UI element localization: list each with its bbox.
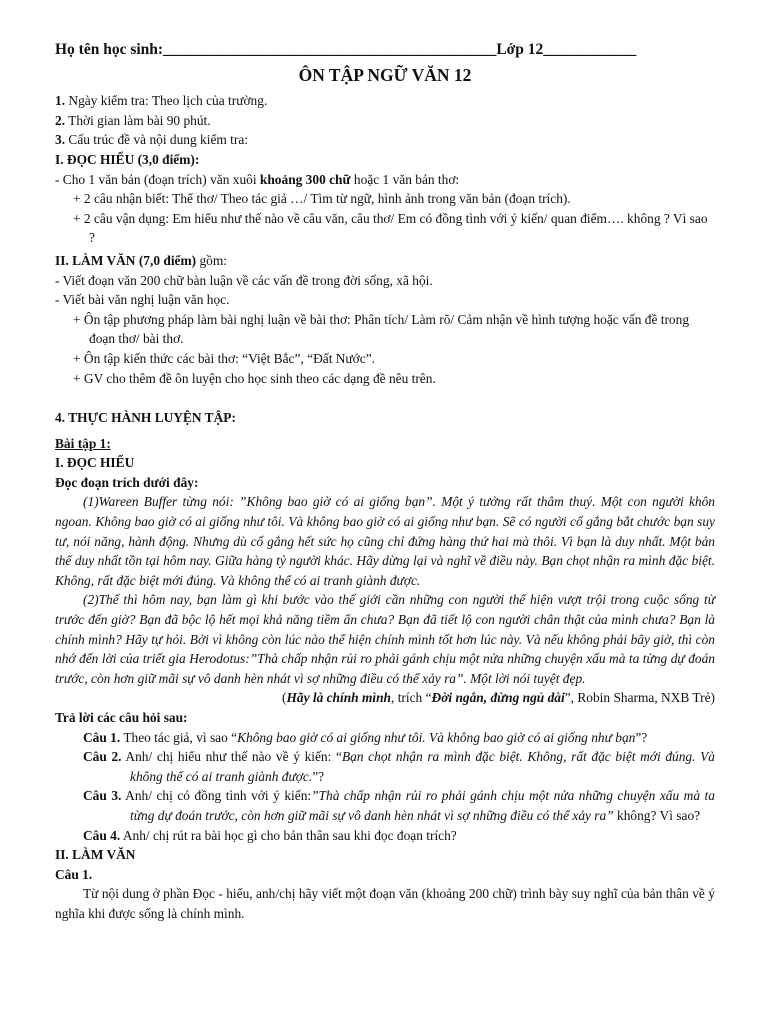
writing-heading: II. LÀM VĂN [55,847,136,863]
header-line [55,40,715,60]
passage-paragraph-1: (1)Wareen Buffer từng nói: ”Không bao giờ có ai giống bạn”. Một ý tưởng rất thâm thuý. Một con người khôn ngoan. Không bao giờ có ai giống như tôi. Và không bao giờ có ai giống như bạn. Sẽ có người cố gắng bắt chước bạn suy tư, nói năng, hành động. Nhưng dù cố gắng hết sức họ cũng chỉ đứng hàng thứ hai mà thôi. Vì bạn là duy nhất. Một bản thể duy nhất tồn tại hôm nay. Giữa hàng tỷ người khác. Hãy dừng lại và nghĩ về điều này. Bạn chọt nhận ra mình đặc biệt. Không, rất đặc biệt mới đúng. Và không thể có ai tranh giành được. [55,494,715,588]
question-2: Câu 2. Anh/ chị hiểu như thế nào về ý kiến: “Bạn chọt nhận ra mình đặc biệt. Không, rất đặc biệt mới đúng. Và không thể có ai tranh giành được.”? [83,749,715,784]
section2-heading: II. LÀM VĂN (7,0 điểm) gồm: [55,252,227,268]
page-title: ÔN TẬP NGỮ VĂN 12 [298,64,472,85]
section1-bullet-1: + 2 câu nhận biết: Thể thơ/ Theo tác giả …/ Tìm từ ngữ, hình ảnh trong văn bản (đoạn trích). [73,191,571,207]
question-1: Câu 1. Theo tác giả, vì sao “Không bao giờ có ai giống như tôi. Và không bao giờ có ai giống như bạn”? [83,729,648,745]
section2-bullet-2: + Ôn tập kiến thức các bài thơ: “Việt Bắc”, “Đất Nước”. [73,350,376,366]
document-page [55,40,715,924]
spacer [55,388,715,408]
section2-bullet-3: + GV cho thêm đề ôn luyện cho học sinh theo các dạng đề nêu trên. [73,370,436,386]
writing-question-text: Từ nội dung ở phần Đọc - hiểu, anh/chị hãy viết một đoạn văn (khoảng 200 chữ) trình bày suy nghĩ của bản thân về ý nghĩa khi được sống là chính mình. [55,886,715,921]
info-line-3: 3. Cấu trúc đề và nội dung kiểm tra: [55,132,249,148]
info-line-2: 2. Thời gian làm bài 90 phút. [55,112,211,128]
answer-heading: Trả lời các câu hỏi sau: [55,710,188,725]
section2-bullet-1: + Ôn tập phương pháp làm bài nghị luận về bài thơ: Phân tích/ Làm rõ/ Cảm nhận về hình tượng hoặc vấn đề trong đoạn thơ/ bài thơ. [73,311,690,347]
reading-heading: I. ĐỌC HIỂU [55,455,135,471]
section2-line-1: - Viết đoạn văn 200 chữ bàn luận về các vấn đề trong đời sống, xã hội. [55,272,433,288]
section2-line-2: - Viết bài văn nghị luận văn học. [55,292,230,308]
student-name-blank: ___________________________________________ [163,41,497,58]
practice-heading: 4. THỰC HÀNH LUYỆN TẬP: [55,410,236,426]
question-3: Câu 3. Anh/ chị có đồng tình với ý kiến:”Thà chấp nhận rủi ro phải gánh chịu một nửa những chuyện xấu mà ta từng dự đoán trước, còn hơn giữ mãi sự vô danh hèn nhát vì sợ những điều có thể xảy ra” không? Vì sao? [83,788,715,823]
passage-source: (Hãy là chính mình, trích “Đời ngắn, đừng ngủ dài”, Robin Sharma, NXB Trẻ) [281,690,715,706]
question-4: Câu 4. Anh/ chị rút ra bài học gì cho bản thân sau khi đọc đoạn trích? [83,827,457,843]
read-prompt: Đọc đoạn trích dưới đây: [55,474,199,490]
writing-question-label: Câu 1. [55,866,93,882]
exercise-label: Bài tập 1: [55,435,111,451]
info-line-1: 1. Ngày kiểm tra: Theo lịch của trường. [55,93,268,109]
section1-heading: I. ĐỌC HIỂU (3,0 điểm): [55,151,200,167]
class-blank: ____________ [543,41,637,58]
class-label: Lớp 12 [496,41,544,58]
student-name-label: Họ tên học sinh: [55,41,164,58]
section1-intro: - Cho 1 văn bản (đoạn trích) văn xuôi khoảng 300 chữ hoặc 1 văn bản thơ: [55,171,460,187]
passage-paragraph-2: (2)Thế thì hôm nay, bạn làm gì khi bước vào thế giới cần những con người thể hiện vượt trội trong cuộc sống từ trước đến giờ? Bạn đã bộc lộ hết mọi khả năng tiềm ẩn chưa? Bạn đã tiết lộ con người chân thật của mình chưa? Bạn là chính mình? Hãy tự hỏi. Bởi vì không còn lúc nào thể hiện chính mình tốt hơn lúc này. Và nếu không phải bây giờ, thì còn nhớ đến lời của triết gia Herodotus:”Thà chấp nhận rủi ro phải gánh chịu một nửa những chuyện xấu mà ta từng dự đoán trước, còn hơn giữ mãi sự vô danh hèn nhát vì sợ những điều có thể xảy ra”. Một lời nói tuyệt đẹp. [55,592,715,686]
section1-bullet-2: + 2 câu vận dụng: Em hiểu như thế nào về câu văn, câu thơ/ Em có đồng tình với ý kiến/ quan điểm…. không ? Vì sao ? [73,210,708,246]
